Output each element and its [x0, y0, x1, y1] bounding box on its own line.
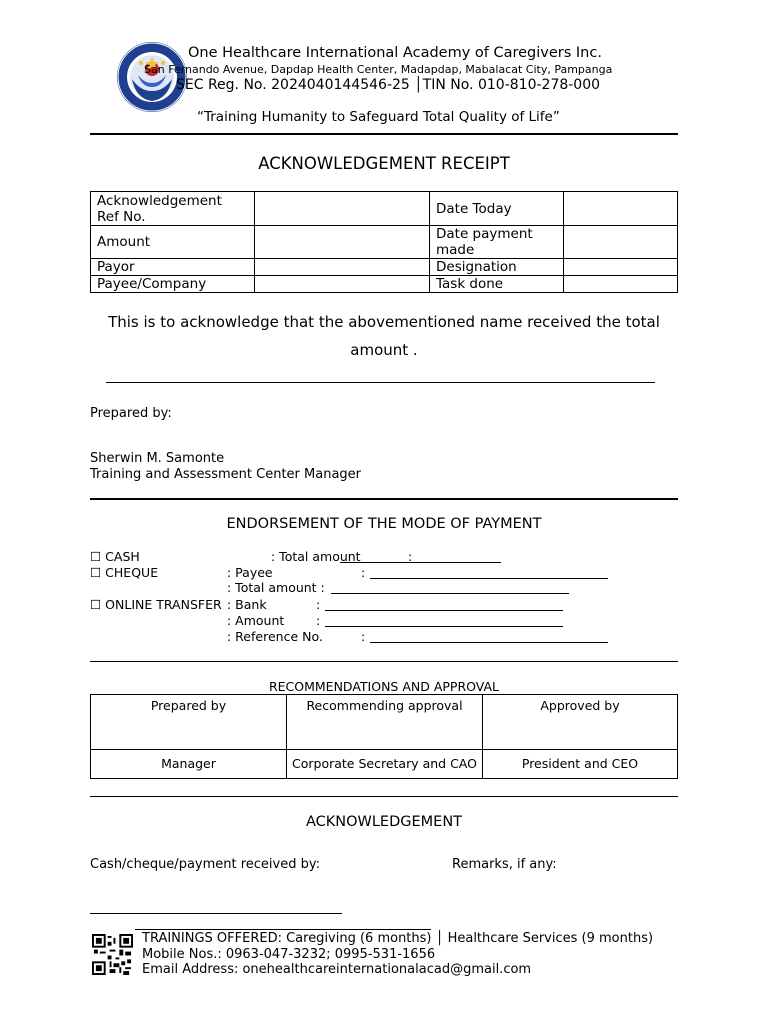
table-label: Amount: [91, 226, 255, 259]
signature-line: [106, 382, 655, 383]
table-field[interactable]: [564, 226, 678, 259]
table-row: [91, 750, 678, 779]
table-label: Payor: [91, 259, 255, 276]
online-reference-label: : Reference No.: [227, 629, 323, 644]
table-row: [91, 276, 678, 293]
table-field[interactable]: [255, 192, 430, 226]
approval-table: [90, 694, 678, 779]
approval-title: RECOMMENDATIONS AND APPROVAL: [268, 679, 500, 694]
table-field[interactable]: [564, 259, 678, 276]
footer-trainings: TRAININGS OFFERED: Caregiving (6 months) │ Healthcare Services (9 months): [142, 931, 654, 946]
approval-header: Approved by: [483, 695, 678, 750]
footer-email: Email Address: onehealthcareinternationalacad@gmail.com: [142, 962, 532, 977]
online-bank-separator: :: [316, 597, 321, 612]
table-label: Task done: [430, 276, 564, 293]
online-amount-label: : Amount: [227, 613, 285, 628]
table-label: Date Today: [430, 192, 564, 226]
table-row: [91, 695, 678, 750]
approval-header: Recommending approval: [287, 695, 483, 750]
receipt-table: [90, 191, 678, 293]
table-row: [91, 259, 678, 276]
remarks-label: Remarks, if any:: [452, 857, 557, 872]
table-field[interactable]: [255, 226, 430, 259]
table-label: Payee/Company: [91, 276, 255, 293]
org-address: San Fernando Avenue, Dapdap Health Center, Madapdap, Mabalacat City, Pampanga: [144, 63, 613, 76]
online-transfer-checkbox[interactable]: ☐ ONLINE TRANSFER: [90, 597, 222, 612]
cheque-total-amount-label: : Total amount :: [227, 580, 325, 595]
section-divider: [90, 796, 678, 797]
online-amount-field[interactable]: [325, 626, 563, 627]
section-divider: [90, 498, 678, 500]
footer-mobile: Mobile Nos.: 0963-047-3232; 0995-531-1656: [142, 947, 436, 962]
table-field[interactable]: [564, 276, 678, 293]
header-divider: [90, 133, 678, 135]
table-row: [91, 226, 678, 259]
org-name: One Healthcare International Academy of Caregivers Inc.: [188, 45, 602, 61]
online-amount-separator: :: [316, 613, 321, 628]
cash-separator: :: [408, 549, 413, 564]
section-divider: [90, 661, 678, 662]
motto: “Training Humanity to Safeguard Total Quality of Life”: [197, 109, 560, 125]
signatory-title: Training and Assessment Center Manager: [90, 467, 362, 482]
online-bank-label: : Bank: [227, 597, 267, 612]
cheque-checkbox[interactable]: ☐ CHEQUE: [90, 565, 159, 580]
table-row: [91, 192, 678, 226]
approval-role: Manager: [91, 750, 287, 779]
cash-checkbox[interactable]: ☐ CASH: [90, 549, 140, 564]
table-label: Acknowledgement Ref No.: [91, 192, 255, 226]
acknowledgement-statement: This is to acknowledge that the abovementioned name received the total amount .: [108, 313, 660, 359]
received-by-signature-line[interactable]: [90, 913, 342, 914]
approval-role: President and CEO: [483, 750, 678, 779]
qr-code-icon: [92, 934, 133, 975]
received-by-label: Cash/cheque/payment received by:: [90, 857, 321, 872]
registration-line: SEC Reg. No. 2024040144546-25 │TIN No. 010-810-278-000: [176, 77, 601, 93]
cheque-payee-label: : Payee: [227, 565, 273, 580]
cheque-payee-field[interactable]: [370, 578, 608, 579]
endorsement-title: ENDORSEMENT OF THE MODE OF PAYMENT: [226, 516, 542, 532]
table-label: Designation: [430, 259, 564, 276]
signatory-name: Sherwin M. Samonte: [90, 451, 225, 466]
online-reference-separator: :: [361, 629, 366, 644]
table-field[interactable]: [255, 259, 430, 276]
approval-header: Prepared by: [91, 695, 287, 750]
cheque-total-amount-field[interactable]: [331, 593, 569, 594]
prepared-by-label: Prepared by:: [90, 406, 172, 421]
table-field[interactable]: [255, 276, 430, 293]
cheque-payee-separator: :: [361, 565, 366, 580]
acknowledgement-title: ACKNOWLEDGEMENT: [305, 814, 463, 830]
online-reference-field[interactable]: [370, 642, 608, 643]
footer-divider: [135, 929, 431, 930]
online-bank-field[interactable]: [325, 610, 563, 611]
cash-total-amount-label: : Total amount: [271, 549, 361, 564]
table-label: Date payment made: [430, 226, 564, 259]
cash-total-amount-field[interactable]: [340, 562, 501, 563]
table-field[interactable]: [564, 192, 678, 226]
approval-role: Corporate Secretary and CAO: [287, 750, 483, 779]
receipt-title: ACKNOWLEDGEMENT RECEIPT: [258, 154, 510, 173]
